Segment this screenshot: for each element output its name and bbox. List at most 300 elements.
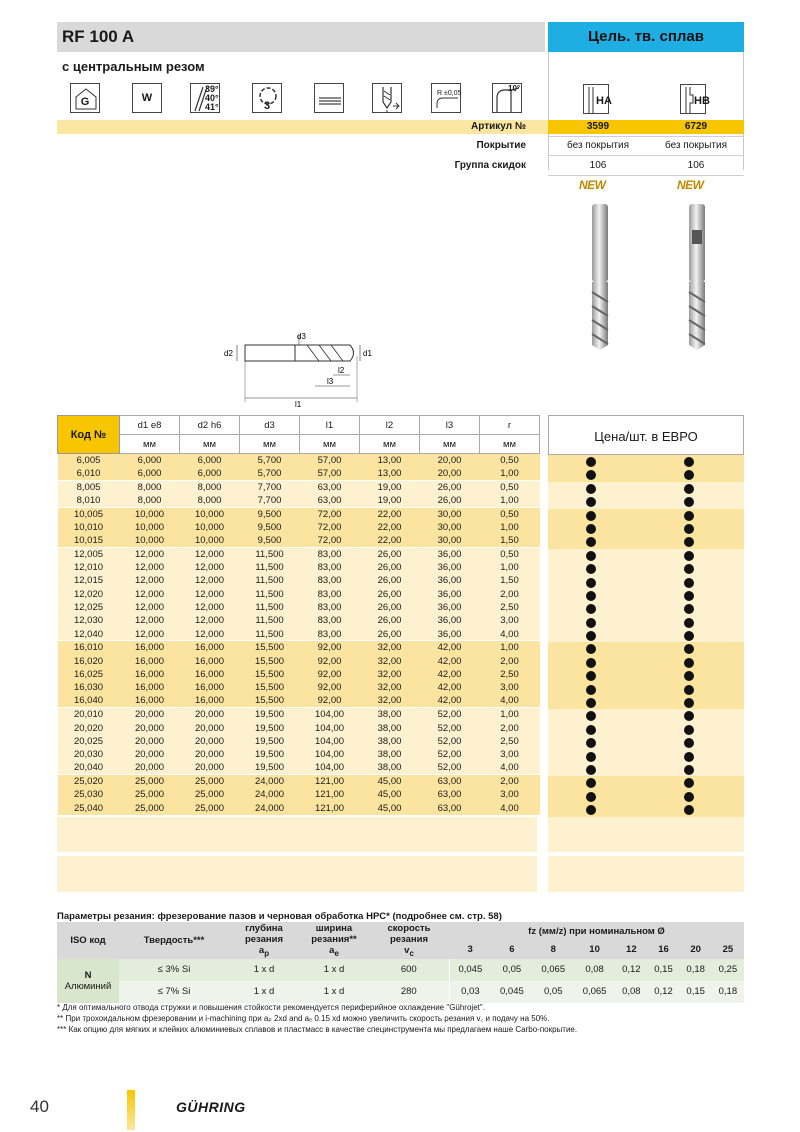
depth-header-text: глубина резания xyxy=(244,923,284,945)
availability-dot-icon xyxy=(586,564,596,574)
price-row xyxy=(548,468,744,481)
depth-subscript: p xyxy=(264,948,270,958)
dim-l3: l3 xyxy=(327,377,334,386)
cutting-row xyxy=(57,959,744,981)
value-cell: 16,000 xyxy=(120,641,180,654)
value-cell: 12,000 xyxy=(180,547,240,560)
value-cell: 26,00 xyxy=(360,574,420,587)
hardness-cell: ≤ 3% Si xyxy=(119,959,229,981)
table-row xyxy=(58,654,540,667)
value-cell: 2,00 xyxy=(480,775,540,788)
code-cell: 20,025 xyxy=(58,735,120,748)
width-header-text: ширина резания** xyxy=(311,923,357,945)
value-cell: 36,00 xyxy=(420,561,480,574)
diameter-header: 12 xyxy=(615,940,647,958)
availability-dot-icon xyxy=(684,698,694,708)
table-row xyxy=(58,587,540,600)
value-cell: 121,00 xyxy=(300,788,360,801)
price-row xyxy=(548,736,744,749)
availability-dot-icon xyxy=(684,524,694,534)
code-cell: 25,020 xyxy=(58,775,120,788)
value-cell: 38,00 xyxy=(360,708,420,721)
value-cell: 12,000 xyxy=(120,601,180,614)
value-cell: 12,000 xyxy=(180,601,240,614)
article-hb: 6729 xyxy=(684,121,708,132)
code-cell: 20,040 xyxy=(58,761,120,774)
value-cell: 8,000 xyxy=(120,494,180,507)
price-row xyxy=(548,576,744,589)
value-cell: 25,000 xyxy=(180,788,240,801)
speed-header xyxy=(369,922,449,959)
table-row xyxy=(58,561,540,574)
value-cell: 63,00 xyxy=(420,788,480,801)
value-cell: 16,000 xyxy=(180,641,240,654)
value-cell: 20,000 xyxy=(180,721,240,734)
coating-label: Покрытие xyxy=(476,140,526,151)
value-cell: 16,000 xyxy=(180,681,240,694)
depth-cell: 1 x d xyxy=(229,959,299,981)
availability-dot-icon xyxy=(684,578,694,588)
value-cell: 8,000 xyxy=(180,494,240,507)
table-row xyxy=(58,721,540,734)
fz-cell: 0,12 xyxy=(647,981,679,1003)
fz-cell: 0,15 xyxy=(680,981,712,1003)
availability-dot-icon xyxy=(684,752,694,762)
fz-cell: 0,05 xyxy=(491,959,532,981)
tool-photo-ha xyxy=(580,200,620,355)
depth-symbol: a xyxy=(258,945,265,956)
price-row xyxy=(548,522,744,535)
iso-header: ISO код xyxy=(57,922,119,959)
cutting-row xyxy=(57,981,744,1003)
table-row xyxy=(58,681,540,694)
value-cell: 12,000 xyxy=(120,614,180,627)
col-d1: d1 e8 xyxy=(120,416,180,435)
diameter-header: 16 xyxy=(647,940,679,958)
price-row xyxy=(548,509,744,522)
product-subtitle: с центральным резом xyxy=(62,59,205,74)
value-cell: 16,000 xyxy=(120,654,180,667)
code-cell: 20,020 xyxy=(58,721,120,734)
code-cell: 8,005 xyxy=(58,480,120,493)
footnote: * Для оптимального отвода стружки и повышения стойкости рекомендуется периферийное охлаждение "Gührojet". xyxy=(57,1003,485,1012)
unit-label: мм xyxy=(360,435,420,454)
fz-cell: 0,15 xyxy=(647,959,679,981)
value-cell: 11,500 xyxy=(240,628,300,641)
table-row xyxy=(58,480,540,493)
tool-photo-hb xyxy=(677,200,717,355)
availability-dot-icon xyxy=(586,698,596,708)
table-row xyxy=(58,708,540,721)
code-cell: 10,005 xyxy=(58,507,120,520)
value-cell: 32,00 xyxy=(360,668,420,681)
value-cell: 11,500 xyxy=(240,587,300,600)
fz-cell: 0,03 xyxy=(449,981,491,1003)
flutes-icon: 3 xyxy=(252,83,282,113)
value-cell: 1,50 xyxy=(480,574,540,587)
fz-cell: 0,18 xyxy=(680,959,712,981)
code-cell: 12,015 xyxy=(58,574,120,587)
price-row xyxy=(548,616,744,629)
value-cell: 36,00 xyxy=(420,601,480,614)
availability-dot-icon xyxy=(586,537,596,547)
value-cell: 9,500 xyxy=(240,534,300,547)
fz-cell: 0,25 xyxy=(712,959,744,981)
value-cell: 5,700 xyxy=(240,467,300,480)
availability-dot-icon xyxy=(684,551,694,561)
value-cell: 15,500 xyxy=(240,695,300,708)
code-cell: 20,030 xyxy=(58,748,120,761)
availability-dot-icon xyxy=(586,631,596,641)
footnote: ** При трохоидальном фрезеровании и i-machining при aₚ 2xd and aₑ 0.15 xd можно увеличить скорость резания v꜀ и подачу на 50%. xyxy=(57,1014,550,1023)
table-row xyxy=(58,761,540,774)
value-cell: 25,000 xyxy=(120,775,180,788)
width-subscript: e xyxy=(334,948,339,958)
value-cell: 32,00 xyxy=(360,641,420,654)
value-cell: 52,00 xyxy=(420,721,480,734)
col-l2: l2 xyxy=(360,416,420,435)
table-row xyxy=(58,641,540,654)
shank-g-icon: G xyxy=(70,83,100,113)
value-cell: 72,00 xyxy=(300,534,360,547)
value-cell: 12,000 xyxy=(120,547,180,560)
price-row xyxy=(548,629,744,642)
value-cell: 16,000 xyxy=(120,695,180,708)
speed-symbol: v xyxy=(404,945,410,956)
value-cell: 19,500 xyxy=(240,708,300,721)
availability-dot-icon xyxy=(586,752,596,762)
page-number: 40 xyxy=(30,1097,49,1116)
availability-dot-icon xyxy=(586,644,596,654)
value-cell: 19,500 xyxy=(240,721,300,734)
availability-dot-icon xyxy=(586,725,596,735)
hardness-header: Твердость*** xyxy=(119,922,229,959)
value-cell: 20,000 xyxy=(180,748,240,761)
diameter-header: 10 xyxy=(574,940,615,958)
value-cell: 2,50 xyxy=(480,735,540,748)
value-cell: 8,000 xyxy=(120,480,180,493)
value-cell: 10,000 xyxy=(120,507,180,520)
value-cell: 12,000 xyxy=(120,561,180,574)
value-cell: 10,000 xyxy=(120,520,180,533)
value-cell: 121,00 xyxy=(300,802,360,815)
value-cell: 20,000 xyxy=(120,721,180,734)
value-cell: 30,00 xyxy=(420,507,480,520)
availability-dot-icon xyxy=(684,765,694,775)
value-cell: 15,500 xyxy=(240,668,300,681)
value-cell: 10,000 xyxy=(180,520,240,533)
value-cell: 45,00 xyxy=(360,802,420,815)
availability-dot-icon xyxy=(684,470,694,480)
dimensions-table xyxy=(57,415,540,815)
price-row xyxy=(548,696,744,709)
unit-label: мм xyxy=(420,435,480,454)
value-cell: 19,500 xyxy=(240,761,300,774)
value-cell: 42,00 xyxy=(420,654,480,667)
value-cell: 3,00 xyxy=(480,681,540,694)
value-cell: 36,00 xyxy=(420,628,480,641)
availability-dot-icon xyxy=(586,658,596,668)
brand-logo: GÜHRING xyxy=(176,1099,246,1115)
article-label: Артикул № xyxy=(471,121,526,132)
table-row xyxy=(58,748,540,761)
value-cell: 6,000 xyxy=(180,467,240,480)
code-cell: 25,030 xyxy=(58,788,120,801)
value-cell: 1,00 xyxy=(480,520,540,533)
value-cell: 20,000 xyxy=(180,735,240,748)
availability-dot-icon xyxy=(684,778,694,788)
value-cell: 13,00 xyxy=(360,454,420,467)
discount-hb: 106 xyxy=(687,160,705,171)
price-row xyxy=(548,803,744,816)
gold-accent-bar xyxy=(127,1090,135,1130)
value-cell: 9,500 xyxy=(240,507,300,520)
value-cell: 19,500 xyxy=(240,735,300,748)
value-cell: 19,00 xyxy=(360,480,420,493)
availability-dot-icon xyxy=(586,511,596,521)
dim-l1: l1 xyxy=(295,400,302,409)
table-row xyxy=(58,775,540,788)
value-cell: 11,500 xyxy=(240,547,300,560)
table-row xyxy=(58,547,540,560)
diameter-header: 25 xyxy=(712,940,744,958)
value-cell: 10,000 xyxy=(180,534,240,547)
value-cell: 6,000 xyxy=(120,467,180,480)
value-cell: 1,00 xyxy=(480,494,540,507)
availability-dot-icon xyxy=(684,725,694,735)
value-cell: 19,00 xyxy=(360,494,420,507)
value-cell: 6,000 xyxy=(180,454,240,467)
value-cell: 104,00 xyxy=(300,748,360,761)
value-cell: 13,00 xyxy=(360,467,420,480)
coating-ha: без покрытия xyxy=(566,140,629,151)
dim-l2: l2 xyxy=(338,366,345,375)
value-cell: 3,00 xyxy=(480,788,540,801)
table-row xyxy=(58,695,540,708)
diameter-header: 6 xyxy=(491,940,532,958)
value-cell: 36,00 xyxy=(420,547,480,560)
value-cell: 52,00 xyxy=(420,761,480,774)
value-cell: 20,00 xyxy=(420,454,480,467)
code-cell: 12,005 xyxy=(58,547,120,560)
dim-d3: d3 xyxy=(297,332,306,341)
value-cell: 38,00 xyxy=(360,748,420,761)
hardness-cell: ≤ 7% Si xyxy=(119,981,229,1003)
table-row xyxy=(58,574,540,587)
speed-subscript: c xyxy=(409,948,414,958)
value-cell: 20,000 xyxy=(120,748,180,761)
code-cell: 16,030 xyxy=(58,681,120,694)
value-cell: 63,00 xyxy=(300,494,360,507)
value-cell: 16,000 xyxy=(180,654,240,667)
price-row xyxy=(548,709,744,722)
value-cell: 8,000 xyxy=(180,480,240,493)
availability-dot-icon xyxy=(684,631,694,641)
unit-label: мм xyxy=(180,435,240,454)
value-cell: 12,000 xyxy=(180,614,240,627)
price-row xyxy=(548,549,744,562)
price-row xyxy=(548,455,744,468)
value-cell: 3,00 xyxy=(480,614,540,627)
value-cell: 38,00 xyxy=(360,761,420,774)
value-cell: 72,00 xyxy=(300,507,360,520)
value-cell: 1,00 xyxy=(480,708,540,721)
value-cell: 12,000 xyxy=(120,628,180,641)
value-cell: 42,00 xyxy=(420,695,480,708)
code-header: Код № xyxy=(58,416,120,454)
value-cell: 4,00 xyxy=(480,695,540,708)
value-cell: 32,00 xyxy=(360,654,420,667)
availability-dot-icon xyxy=(586,457,596,467)
fz-cell: 0,045 xyxy=(449,959,491,981)
width-cell: 1 x d xyxy=(299,959,369,981)
value-cell: 104,00 xyxy=(300,721,360,734)
value-cell: 92,00 xyxy=(300,668,360,681)
iso-code: N xyxy=(84,969,92,981)
new-tag-ha: NEW xyxy=(579,178,606,192)
value-cell: 83,00 xyxy=(300,628,360,641)
availability-dot-icon xyxy=(586,671,596,681)
table-row xyxy=(58,534,540,547)
price-row xyxy=(548,723,744,736)
value-cell: 83,00 xyxy=(300,547,360,560)
fz-cell: 0,08 xyxy=(615,981,647,1003)
availability-dot-icon xyxy=(586,792,596,802)
value-cell: 2,00 xyxy=(480,654,540,667)
code-cell: 25,040 xyxy=(58,802,120,815)
value-cell: 12,000 xyxy=(180,574,240,587)
value-cell: 26,00 xyxy=(420,494,480,507)
price-column xyxy=(548,455,744,817)
value-cell: 16,000 xyxy=(180,695,240,708)
value-cell: 26,00 xyxy=(360,587,420,600)
value-cell: 2,50 xyxy=(480,668,540,681)
value-cell: 15,500 xyxy=(240,681,300,694)
availability-dot-icon xyxy=(684,457,694,467)
table-row xyxy=(58,507,540,520)
value-cell: 12,000 xyxy=(120,587,180,600)
value-cell: 32,00 xyxy=(360,695,420,708)
table-row xyxy=(58,520,540,533)
col-d3: d3 xyxy=(240,416,300,435)
availability-dot-icon xyxy=(684,537,694,547)
unit-label: мм xyxy=(120,435,180,454)
value-cell: 19,500 xyxy=(240,748,300,761)
value-cell: 25,000 xyxy=(180,802,240,815)
value-cell: 11,500 xyxy=(240,561,300,574)
code-cell: 10,015 xyxy=(58,534,120,547)
price-row xyxy=(548,589,744,602)
fz-cell: 0,05 xyxy=(533,981,574,1003)
availability-dot-icon xyxy=(684,685,694,695)
center-cut-icon xyxy=(372,83,402,113)
iso-material: Алюминий xyxy=(64,980,112,992)
value-cell: 20,000 xyxy=(120,735,180,748)
product-title: RF 100 A xyxy=(62,27,135,46)
value-cell: 52,00 xyxy=(420,708,480,721)
code-cell: 8,010 xyxy=(58,494,120,507)
value-cell: 83,00 xyxy=(300,587,360,600)
discount-label: Группа скидок xyxy=(454,160,526,171)
value-cell: 2,50 xyxy=(480,601,540,614)
value-cell: 92,00 xyxy=(300,654,360,667)
table-row xyxy=(58,454,540,467)
tool-drawing xyxy=(215,330,375,410)
value-cell: 52,00 xyxy=(420,735,480,748)
table-row xyxy=(58,614,540,627)
depth-header xyxy=(229,922,299,959)
dim-d2: d2 xyxy=(224,349,233,358)
standard-w-icon: W xyxy=(132,83,162,113)
availability-dot-icon xyxy=(586,765,596,775)
code-cell: 16,025 xyxy=(58,668,120,681)
value-cell: 30,00 xyxy=(420,520,480,533)
price-row xyxy=(548,642,744,655)
price-row xyxy=(548,776,744,789)
code-cell: 20,010 xyxy=(58,708,120,721)
col-l3: l3 xyxy=(420,416,480,435)
value-cell: 42,00 xyxy=(420,641,480,654)
col-l1: l1 xyxy=(300,416,360,435)
table-row xyxy=(58,788,540,801)
material-label: Цель. тв. сплав xyxy=(588,28,704,45)
availability-dot-icon xyxy=(586,618,596,628)
value-cell: 63,00 xyxy=(300,480,360,493)
availability-dot-icon xyxy=(684,711,694,721)
value-cell: 83,00 xyxy=(300,601,360,614)
value-cell: 92,00 xyxy=(300,681,360,694)
iso-cell xyxy=(57,959,119,1003)
article-ha: 3599 xyxy=(586,121,610,132)
price-row xyxy=(548,790,744,803)
price-header: Цена/шт. в ЕВРО xyxy=(548,415,744,455)
availability-dot-icon xyxy=(684,604,694,614)
fz-cell: 0,065 xyxy=(574,981,615,1003)
availability-dot-icon xyxy=(684,792,694,802)
depth-cell: 1 x d xyxy=(229,981,299,1003)
value-cell: 22,00 xyxy=(360,534,420,547)
value-cell: 1,50 xyxy=(480,534,540,547)
footnote: *** Как опцию для мягких и клейких алюминиевых сплавов и пластмасс в качестве специнструмента мы предлагаем наше Carbo-покрытие. xyxy=(57,1025,578,1034)
value-cell: 38,00 xyxy=(360,735,420,748)
value-cell: 12,000 xyxy=(180,587,240,600)
value-cell: 25,000 xyxy=(120,802,180,815)
diameter-header: 20 xyxy=(680,940,712,958)
code-cell: 12,010 xyxy=(58,561,120,574)
diameter-header: 8 xyxy=(533,940,574,958)
value-cell: 26,00 xyxy=(360,561,420,574)
code-cell: 16,020 xyxy=(58,654,120,667)
price-row xyxy=(548,750,744,763)
value-cell: 24,000 xyxy=(240,802,300,815)
value-cell: 0,50 xyxy=(480,454,540,467)
value-cell: 11,500 xyxy=(240,601,300,614)
value-cell: 83,00 xyxy=(300,561,360,574)
value-cell: 9,500 xyxy=(240,520,300,533)
fz-cell: 0,18 xyxy=(712,981,744,1003)
availability-dot-icon xyxy=(684,511,694,521)
fz-header: fz (мм/z) при номинальном Ø xyxy=(449,922,744,940)
value-cell: 72,00 xyxy=(300,520,360,533)
value-cell: 25,000 xyxy=(180,775,240,788)
corner-radius-icon: R ±0,05 xyxy=(431,83,461,113)
empty-row xyxy=(548,856,744,892)
value-cell: 92,00 xyxy=(300,641,360,654)
availability-dot-icon xyxy=(586,484,596,494)
availability-dot-icon xyxy=(684,564,694,574)
availability-dot-icon xyxy=(586,524,596,534)
code-cell: 6,010 xyxy=(58,467,120,480)
